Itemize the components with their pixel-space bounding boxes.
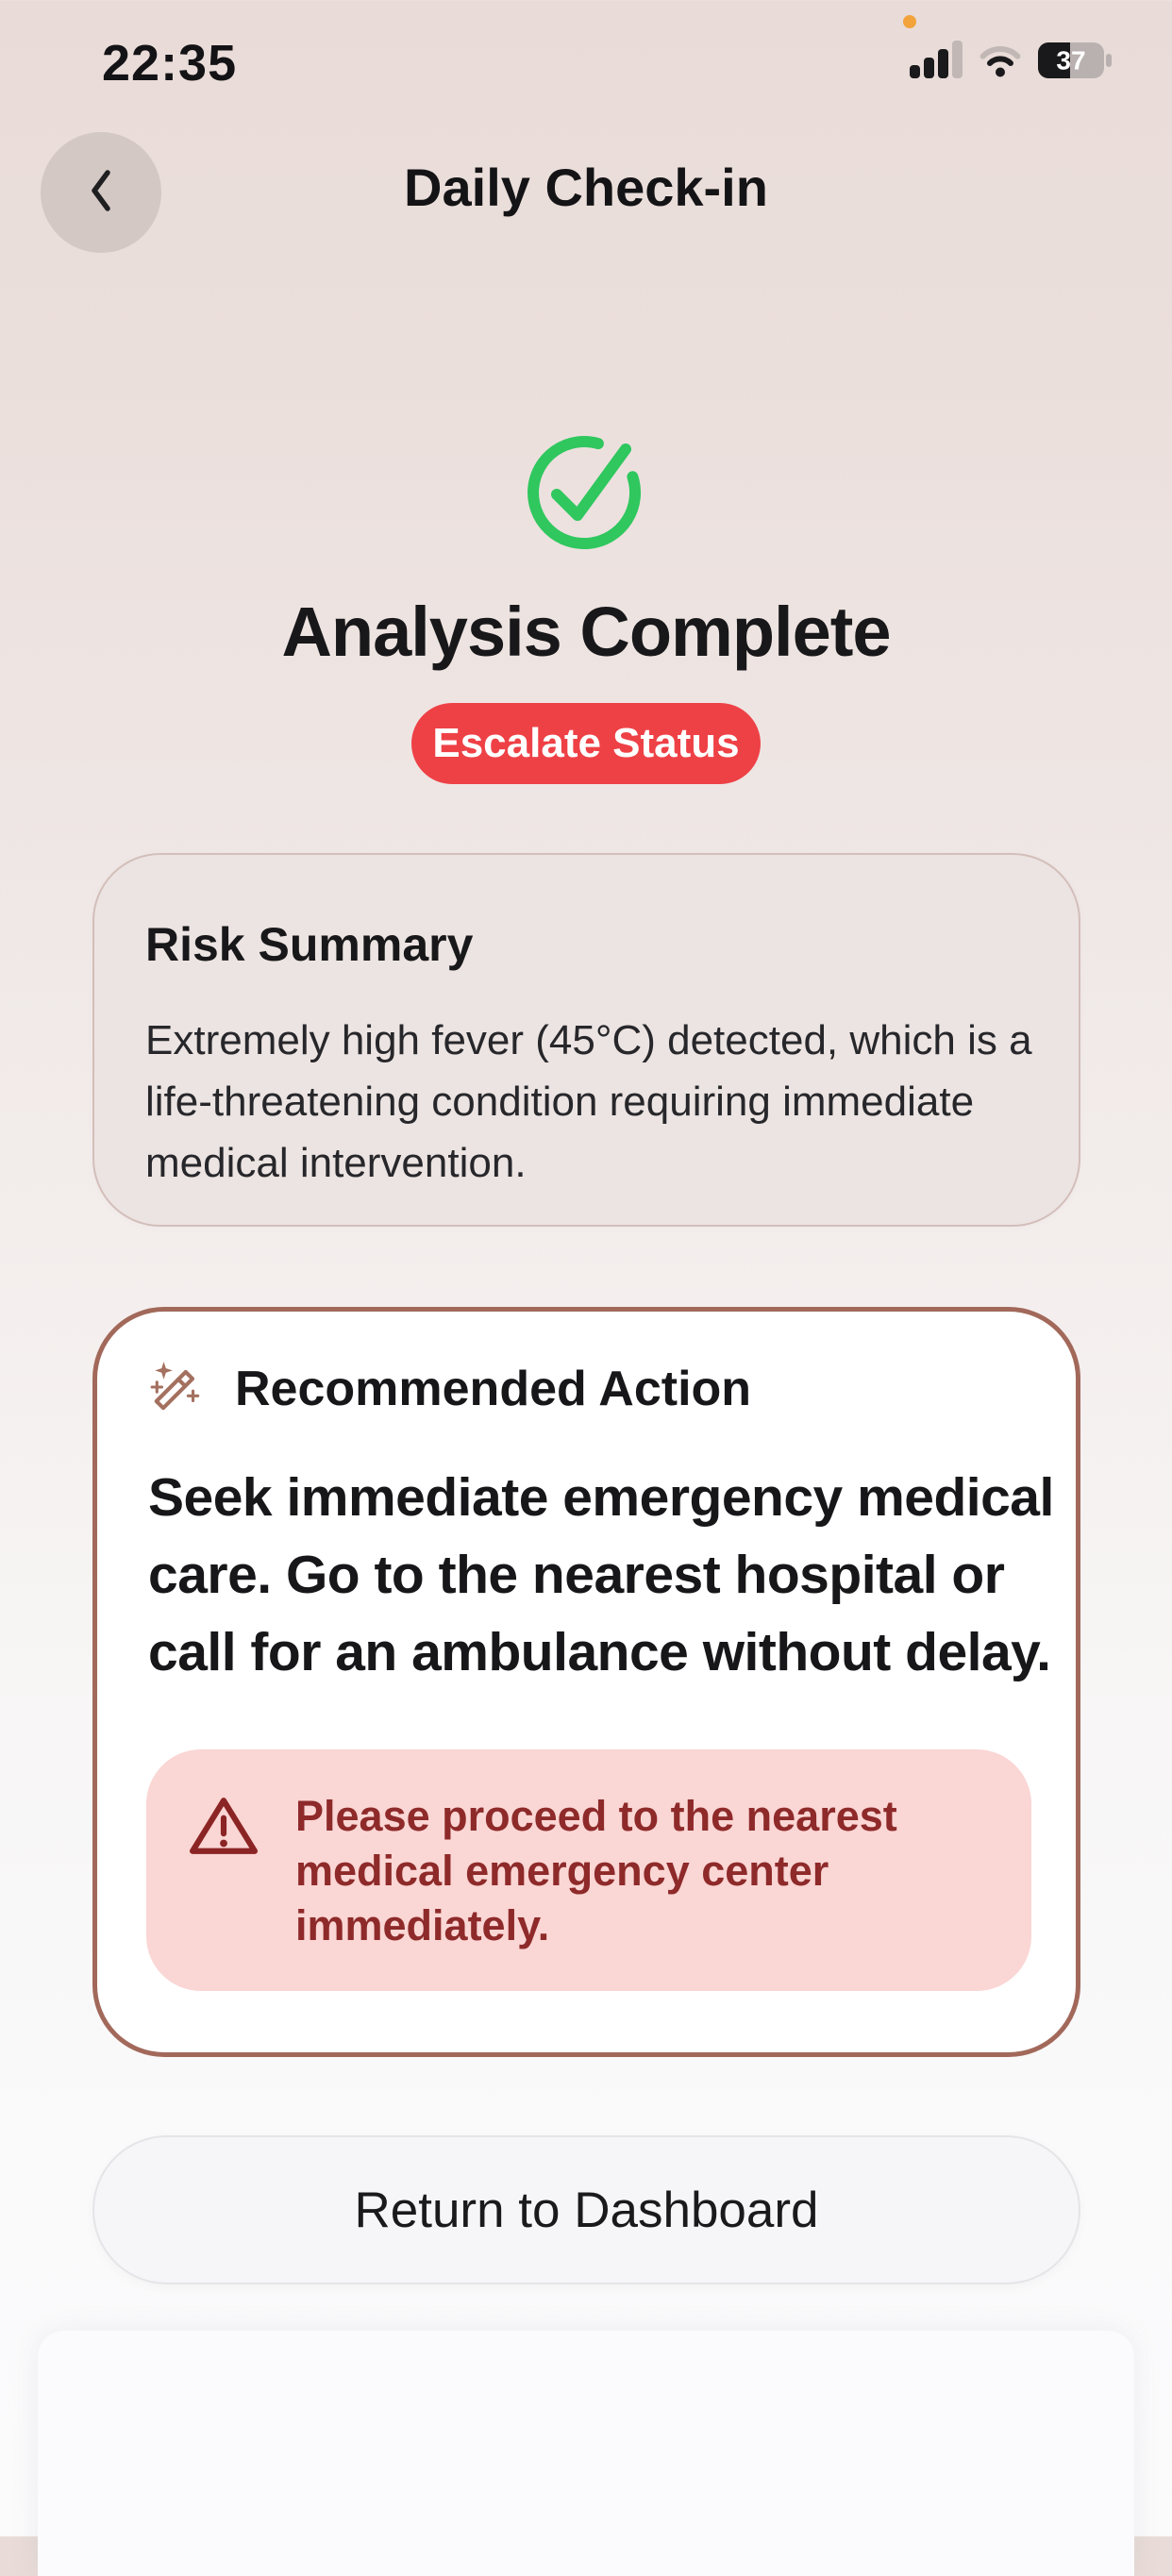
mic-indicator-dot (903, 15, 916, 28)
recommended-action-header (148, 1359, 1029, 1419)
recommended-action-title: Recommended Action (235, 1362, 752, 1416)
page-title: Daily Check-in (404, 158, 768, 217)
return-to-dashboard-label: Return to Dashboard (354, 2182, 819, 2238)
risk-summary-title: Risk Summary (145, 918, 474, 971)
recommended-action-line: Seek immediate emergency medical (148, 1467, 1054, 1528)
bottom-sheet-panel (38, 2331, 1134, 2576)
recommended-action-line: care. Go to the nearest hospital or (148, 1545, 1005, 1605)
return-to-dashboard-button[interactable] (92, 2135, 1080, 2284)
risk-summary-body (145, 1010, 1032, 1194)
emergency-warning-line: Please proceed to the nearest (295, 1792, 897, 1840)
warning-triangle-icon (190, 1795, 258, 1862)
cellular-signal-icon (910, 41, 963, 83)
emergency-warning-text (295, 1789, 897, 1953)
analysis-complete-heading: Analysis Complete (281, 593, 891, 671)
risk-summary-line: medical intervention. (145, 1140, 527, 1186)
risk-summary-card (92, 853, 1080, 1227)
wifi-icon (979, 44, 1022, 83)
emergency-warning-banner (146, 1749, 1031, 1991)
check-circle-icon (522, 427, 650, 555)
recommended-action-card (92, 1307, 1080, 2057)
escalate-status-button[interactable] (411, 703, 761, 784)
risk-summary-line: Extremely high fever (45°C) detected, which is a (145, 1017, 1032, 1063)
battery-percent-label: 37 (1056, 45, 1086, 75)
magic-wand-icon (148, 1358, 207, 1421)
battery-icon (1038, 42, 1113, 83)
recommended-action-line: call for an ambulance without delay. (148, 1622, 1051, 1682)
risk-summary-line: life-threatening condition requiring immediate (145, 1079, 975, 1125)
recommended-action-body (148, 1459, 1054, 1691)
status-time: 22:35 (102, 35, 238, 92)
emergency-warning-line: medical emergency center (295, 1847, 829, 1895)
status-icons (910, 45, 1113, 83)
emergency-warning-line: immediately. (295, 1901, 550, 1949)
escalate-status-label: Escalate Status (432, 720, 740, 766)
